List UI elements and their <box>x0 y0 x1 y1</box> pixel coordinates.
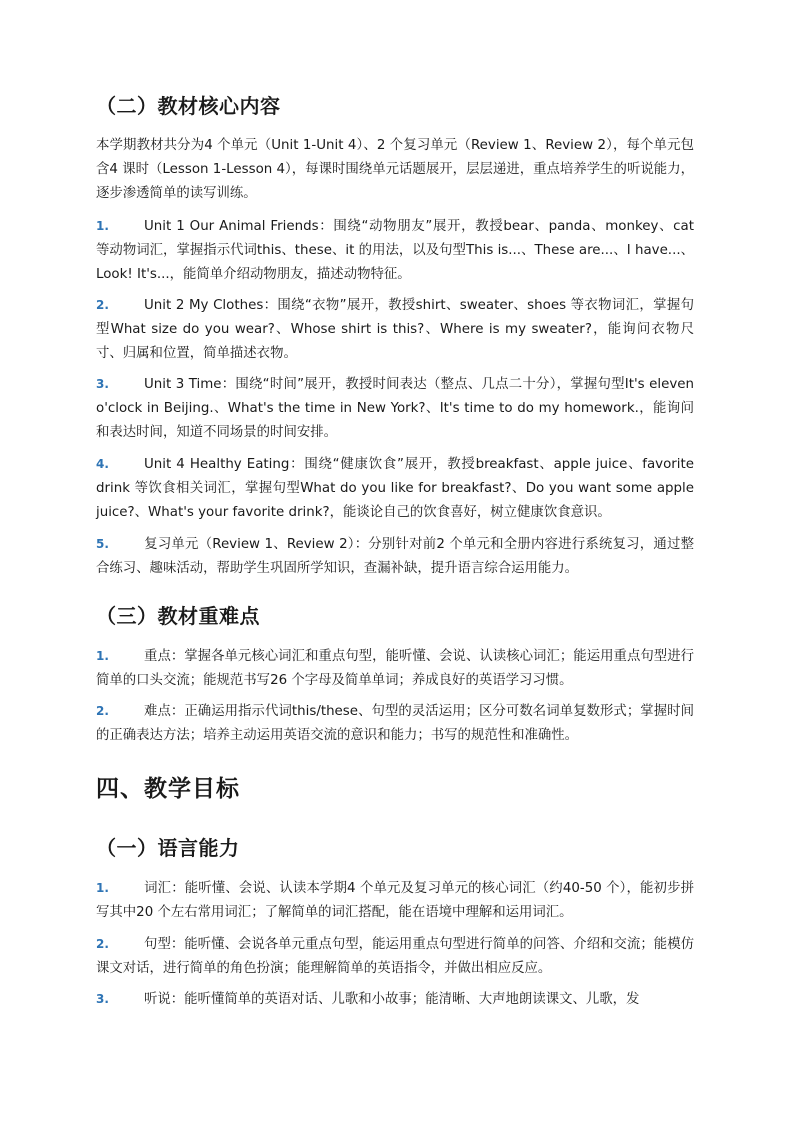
list-item <box>96 876 694 925</box>
list-item-text: Unit 1 Our Animal Friends：围绕“动物朋友”展开，教授bear、panda、monkey、cat 等动物词汇，掌握指示代词this、these、it 的用法，以及句型This is...、These are...、I have...、Look! It's...，能简单介绍动物朋友，描述动物特征。 <box>96 219 694 282</box>
list-item <box>96 293 694 366</box>
list-number: 2. <box>96 298 109 312</box>
list-number: 1. <box>96 219 109 233</box>
list-number: 1. <box>96 649 109 663</box>
list-number: 2. <box>96 704 109 718</box>
list-item <box>96 987 694 1012</box>
list-item <box>96 372 694 445</box>
list-item-text: 难点：正确运用指示代词this/these、句型的灵活运用；区分可数名词单复数形式；掌握时间的正确表达方法；培养主动运用英语交流的意识和能力；书写的规范性和准确性。 <box>96 704 694 743</box>
section-heading-core-content: （二）教材核心内容 <box>96 94 281 118</box>
list-item-text: Unit 3 Time：围绕“时间”展开，教授时间表达（整点、几点二十分），掌握句型It's eleven o'clock in Beijing.、What's the time in New York?、It's time to do my homework.，能询问和表达时间，知道不同场景的时间安排。 <box>96 377 694 440</box>
list-item-text: 重点：掌握各单元核心词汇和重点句型，能听懂、会说、认读核心词汇；能运用重点句型进行简单的口头交流；能规范书写26 个字母及简单单词；养成良好的英语学习习惯。 <box>96 649 694 688</box>
list-item-text: 句型：能听懂、会说各单元重点句型，能运用重点句型进行简单的问答、介绍和交流；能模仿课文对话，进行简单的角色扮演；能理解简单的英语指令，并做出相应反应。 <box>96 937 694 976</box>
list-item <box>96 699 694 748</box>
section-heading-language-ability: （一）语言能力 <box>96 836 240 860</box>
list-item <box>96 644 694 693</box>
list-item-text: Unit 4 Healthy Eating：围绕“健康饮食”展开，教授breakfast、apple juice、favorite drink 等饮食相关词汇，掌握句型What do you like for breakfast?、Do you want some apple juice?、What's your favorite drink?，能谈论自己的饮食喜好，树立健康饮食意识。 <box>96 457 694 520</box>
list-item-text: Unit 2 My Clothes：围绕“衣物”展开，教授shirt、sweater、shoes 等衣物词汇，掌握句型What size do you wear?、Whose shirt is this?、Where is my sweater?，能询问衣物尺寸、归属和位置，简单描述衣物。 <box>96 298 694 361</box>
list-number: 4. <box>96 457 109 471</box>
list-number: 3. <box>96 992 109 1006</box>
chapter-heading-teaching-goals: 四、教学目标 <box>96 776 240 802</box>
list-number: 1. <box>96 881 109 895</box>
list-item <box>96 532 694 581</box>
list-item <box>96 214 694 287</box>
list-number: 5. <box>96 537 109 551</box>
section-heading-key-difficulties: （三）教材重难点 <box>96 604 260 628</box>
list-number: 2. <box>96 937 109 951</box>
intro-paragraph: 本学期教材共分为4 个单元（Unit 1-Unit 4）、2 个复习单元（Review 1、Review 2），每个单元包含4 课时（Lesson 1-Lesson 4），每课时围绕单元话题展开，层层递进，重点培养学生的听说能力，逐步渗透简单的读写训练。 <box>96 138 694 201</box>
list-item-text: 听说：能听懂简单的英语对话、儿歌和小故事；能清晰、大声地朗读课文、儿歌，发 <box>144 992 640 1007</box>
list-number: 3. <box>96 377 109 391</box>
list-item-text: 复习单元（Review 1、Review 2）：分别针对前2 个单元和全册内容进行系统复习，通过整合练习、趣味活动，帮助学生巩固所学知识，查漏补缺，提升语言综合运用能力。 <box>96 537 694 576</box>
list-item-text: 词汇：能听懂、会说、认读本学期4 个单元及复习单元的核心词汇（约40-50 个），能初步拼写其中20 个左右常用词汇；了解简单的词汇搭配，能在语境中理解和运用词汇。 <box>96 881 694 920</box>
list-item <box>96 452 694 525</box>
list-item <box>96 932 694 981</box>
